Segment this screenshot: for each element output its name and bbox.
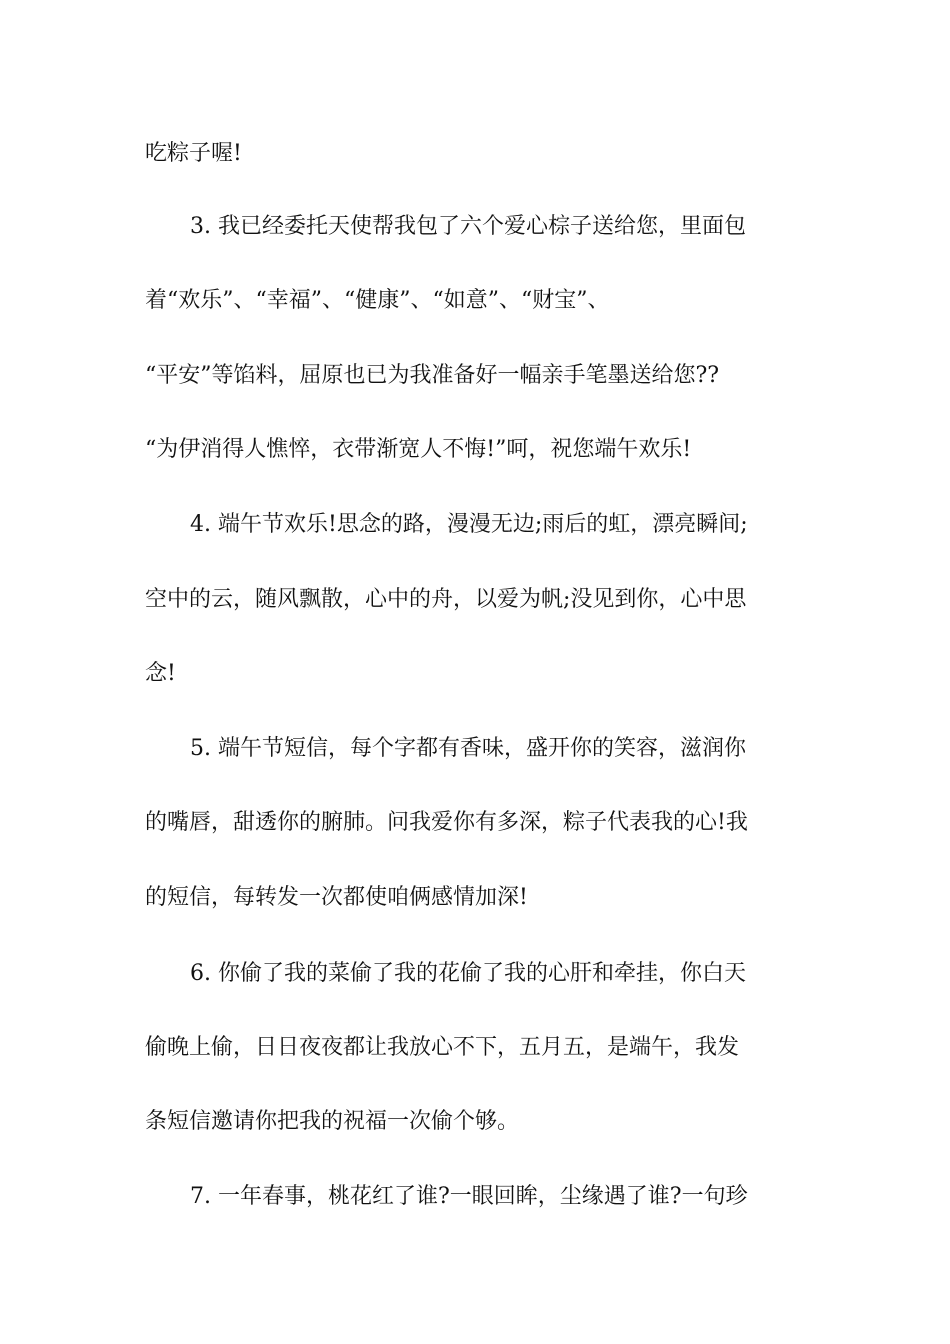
text-line-15: 7. 一年春事，桃花红了谁?一眼回眸，尘缘遇了谁?一句珍 (190, 1184, 748, 1209)
text-line-12: 6. 你偷了我的菜偷了我的花偷了我的心肝和牵挂，你白天 (190, 961, 746, 986)
text-line-4: “平安”等馅料，屈原也已为我准备好一幅亲手笔墨送给您?? (145, 363, 720, 388)
text-line-5: “为伊消得人憔悴，衣带渐宽人不悔!”呵，祝您端午欢乐! (145, 437, 692, 462)
text-line-8: 念! (145, 661, 176, 686)
text-line-7: 空中的云，随风飘散，心中的舟，以爱为帆;没见到你，心中思 (145, 587, 747, 612)
text-line-10: 的嘴唇，甜透你的腑肺。问我爱你有多深，粽子代表我的心!我 (145, 810, 748, 835)
text-line-13: 偷晚上偷，日日夜夜都让我放心不下，五月五，是端午，我发 (145, 1035, 740, 1060)
text-line-11: 的短信，每转发一次都使咱俩感情加深! (145, 885, 528, 910)
text-line-6: 4. 端午节欢乐!思念的路，漫漫无边;雨后的虹，漂亮瞬间; (190, 512, 748, 537)
text-line-1: 吃粽子喔! (145, 141, 242, 166)
text-line-9: 5. 端午节短信，每个字都有香味，盛开你的笑容，滋润你 (190, 736, 746, 761)
text-line-3: 着“欢乐”、“幸福”、“健康”、“如意”、“财宝”、 (145, 288, 610, 313)
text-line-14: 条短信邀请你把我的祝福一次偷个够。 (145, 1109, 520, 1134)
text-line-2: 3. 我已经委托天使帮我包了六个爱心棕子送给您，里面包 (190, 214, 746, 239)
